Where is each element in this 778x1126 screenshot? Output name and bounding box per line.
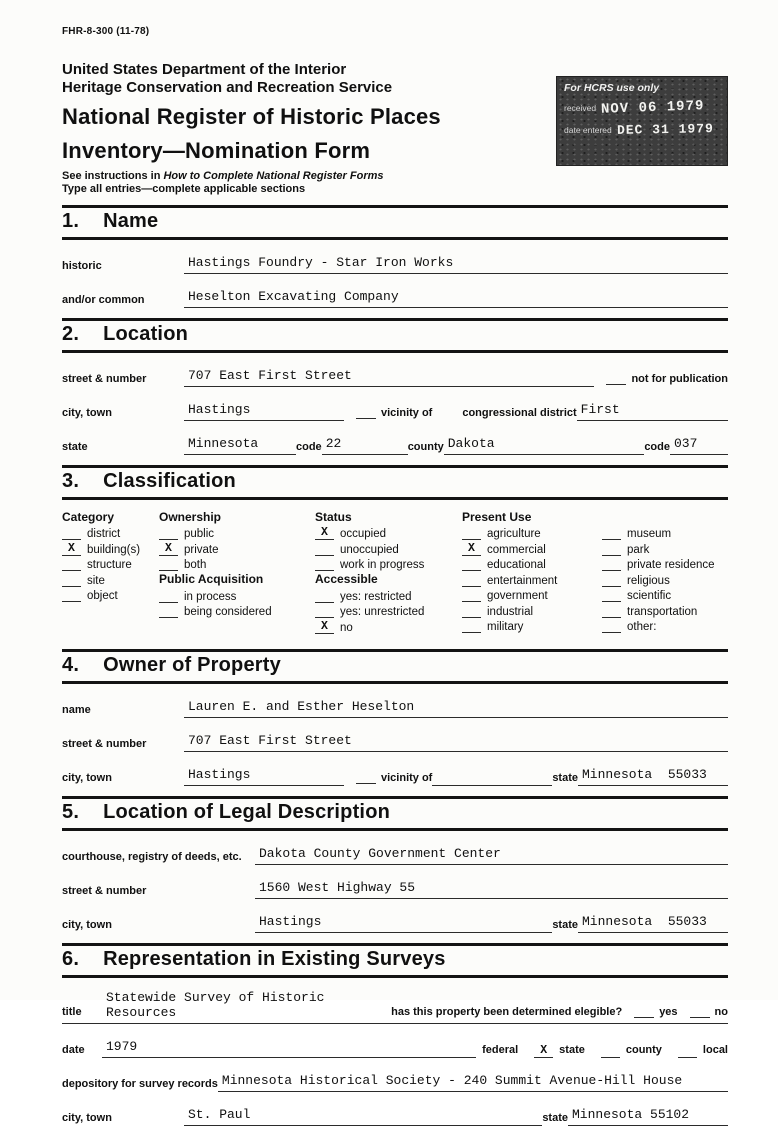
survey-state-value: Minnesota 55102 [568, 1107, 728, 1126]
federal-checkline [457, 1045, 476, 1058]
local-check-label: local [702, 1043, 728, 1056]
checkline [315, 558, 334, 571]
section-5-title: Location of Legal Description [103, 800, 391, 823]
section-5-header [62, 796, 728, 831]
owner-vicinity-blank [356, 771, 376, 784]
vicinity-blank [356, 406, 376, 419]
owner-street-value: 707 East First Street [184, 733, 728, 752]
field-legal-city [62, 914, 728, 933]
section-2-title: Location [103, 322, 189, 345]
document-title-line-2: Inventory—Nomination Form [62, 138, 371, 163]
check-item-both: both [159, 557, 315, 572]
section-1-title: Name [103, 209, 159, 232]
field-common-name [62, 289, 728, 308]
field-street-number [62, 368, 728, 387]
legal-state-label: state [552, 918, 578, 931]
checkline [62, 589, 81, 602]
depository-label: depository for survey records [62, 1077, 218, 1090]
local-checkline [678, 1045, 697, 1058]
classification-status-column [315, 510, 462, 635]
classification-category-column [62, 510, 159, 635]
check-item-object: object [62, 588, 159, 603]
not-for-publication-blank [606, 372, 626, 385]
section-1-header [62, 205, 728, 240]
section-6-number: 6. [62, 947, 80, 970]
present-use-left-column [462, 526, 602, 635]
check-item-district: district [62, 526, 159, 541]
section-1-number: 1. [62, 209, 80, 232]
check-item-private: X private [159, 541, 315, 556]
state-label: state [62, 440, 88, 453]
courthouse-label: courthouse, registry of deeds, etc. [62, 850, 242, 863]
check-item-commercial: X commercial [462, 541, 602, 556]
check-item-private-residence: private residence [602, 557, 728, 572]
check-item-scientific: scientific [602, 588, 728, 603]
congressional-district-label: congressional district [462, 406, 577, 419]
accessible-header: Accessible [315, 572, 378, 587]
check-item-entertainment: entertainment [462, 572, 602, 587]
field-survey-title [62, 990, 728, 1024]
checkline [602, 574, 621, 587]
instructions-prefix: See instructions in [62, 169, 164, 182]
eligible-yes-label: yes [659, 1005, 678, 1018]
checkline [62, 574, 81, 587]
checkline [462, 620, 481, 633]
legal-city-value: Hastings [255, 914, 552, 933]
field-survey-date [62, 1039, 728, 1058]
ownership-header: Ownership [159, 509, 222, 524]
section-2-number: 2. [62, 322, 80, 345]
stamp-received-date: NOV 06 1979 [600, 98, 705, 118]
street-value: 707 East First Street [184, 368, 594, 387]
legal-state-value: Minnesota 55033 [578, 914, 728, 933]
owner-city-label: city, town [62, 771, 112, 784]
section-4-number: 4. [62, 653, 80, 676]
field-state-county [62, 436, 728, 455]
check-item-being-considered: being considered [159, 604, 315, 619]
checkline [462, 605, 481, 618]
checkline: X [62, 543, 81, 556]
check-item-military: military [462, 619, 602, 634]
check-item-industrial: industrial [462, 603, 602, 618]
classification-ownership-column [159, 510, 315, 635]
checkline: X [462, 543, 481, 556]
county-label: county [407, 440, 444, 453]
check-item-public: public [159, 526, 315, 541]
common-value: Heselton Excavating Company [184, 289, 728, 308]
code2-label: code [644, 440, 670, 453]
section-6-header [62, 943, 728, 978]
check-item-buildings: X building(s) [62, 541, 159, 556]
checkline [315, 543, 334, 556]
eligible-no-blank [690, 1005, 710, 1018]
check-item-religious: religious [602, 572, 728, 587]
check-item-yes-unrestricted: yes: unrestricted [315, 604, 462, 619]
legal-city-label: city, town [62, 918, 112, 931]
check-item-park: park [602, 541, 728, 556]
classification-grid [62, 510, 728, 635]
checkline: X [315, 621, 334, 634]
checkline: X [159, 543, 178, 556]
legal-street-value: 1560 West Highway 55 [255, 880, 728, 899]
field-legal-street [62, 880, 728, 899]
field-courthouse [62, 846, 728, 865]
section-2-header [62, 318, 728, 353]
vicinity-label: vicinity of [381, 406, 433, 419]
section-4-header [62, 649, 728, 684]
checkline [62, 527, 81, 540]
not-for-publication-label: not for publication [631, 372, 728, 385]
depository-value: Minnesota Historical Society - 240 Summit Avenue-Hill House [218, 1073, 728, 1092]
historic-value: Hastings Foundry - Star Iron Works [184, 255, 728, 274]
owner-name-label: name [62, 703, 91, 716]
city-value: Hastings [184, 402, 344, 421]
city-label: city, town [62, 406, 112, 419]
classification-present-use-column [462, 510, 728, 635]
checkline [159, 590, 178, 603]
owner-state-value: Minnesota 55033 [578, 767, 728, 786]
state-check-label: state [559, 1043, 585, 1056]
check-item-structure: structure [62, 557, 159, 572]
form-number: FHR-8-300 (11-78) [62, 26, 150, 37]
section-3-title: Classification [103, 469, 236, 492]
field-city-town [62, 402, 728, 421]
check-item-unoccupied: unoccupied [315, 541, 462, 556]
county-check-label: county [625, 1043, 662, 1056]
instructions-line-2: Type all entries—complete applicable sections [62, 182, 306, 195]
checkline [602, 558, 621, 571]
eligible-yes-blank [634, 1005, 654, 1018]
field-owner-street [62, 733, 728, 752]
check-item-other: other: [602, 619, 728, 634]
survey-city-label: city, town [62, 1111, 112, 1124]
check-item-educational: educational [462, 557, 602, 572]
section-4-title: Owner of Property [103, 653, 281, 676]
owner-name-value: Lauren E. and Esther Heselton [184, 699, 728, 718]
code2-value: 037 [670, 436, 728, 455]
section-3-number: 3. [62, 469, 80, 492]
survey-state-label: state [542, 1111, 568, 1124]
state-value: Minnesota [184, 436, 296, 455]
eligible-question-group [372, 1005, 728, 1020]
survey-title-value: Statewide Survey of Historic Resources [106, 989, 325, 1020]
stamp-entered-date: DEC 31 1979 [616, 121, 714, 138]
checkline [602, 543, 621, 556]
section-3-header [62, 465, 728, 500]
code-value: 22 [322, 436, 408, 455]
courthouse-value: Dakota County Government Center [255, 846, 728, 865]
document-title-line-1: National Register of Historic Places [62, 104, 441, 130]
check-item-in-process: in process [159, 588, 315, 603]
agency-line-1: United States Department of the Interior [62, 61, 347, 78]
status-header: Status [315, 509, 352, 524]
checkline [315, 605, 334, 618]
check-item-no: X no [315, 619, 462, 634]
checkline [602, 527, 621, 540]
checkline [602, 620, 621, 633]
code-label: code [296, 440, 322, 453]
checkline [62, 558, 81, 571]
owner-vicinity-label: vicinity of [381, 771, 433, 784]
checkline [462, 558, 481, 571]
field-depository [62, 1073, 728, 1092]
stamp-received-label: received [564, 103, 597, 113]
common-label: and/or common [62, 293, 145, 306]
state-checkline: X [534, 1045, 553, 1058]
federal-label: federal [482, 1043, 519, 1056]
public-acquisition-header: Public Acquisition [159, 572, 264, 587]
check-item-museum: museum [602, 526, 728, 541]
owner-street-label: street & number [62, 737, 147, 750]
category-header: Category [62, 509, 115, 524]
section-5-number: 5. [62, 800, 80, 823]
checkline [315, 590, 334, 603]
historic-label: historic [62, 259, 102, 272]
eligible-no-label: no [714, 1005, 728, 1018]
owner-state-label: state [552, 771, 578, 784]
county-checkline [601, 1045, 620, 1058]
checkline [462, 589, 481, 602]
field-survey-city [62, 1107, 728, 1126]
agency-line-2: Heritage Conservation and Recreation Service [62, 78, 393, 96]
check-item-occupied: X occupied [315, 526, 462, 541]
checkline [602, 605, 621, 618]
survey-date-label: date [62, 1043, 85, 1056]
county-value: Dakota [444, 436, 645, 455]
checkline [159, 527, 178, 540]
owner-city-value: Hastings [184, 767, 344, 786]
check-item-agriculture: agriculture [462, 526, 602, 541]
check-item-yes-restricted: yes: restricted [315, 588, 462, 603]
checkline: X [315, 527, 334, 540]
eligible-question: has this property been determined elegible? [391, 1005, 623, 1018]
field-owner-city [62, 767, 728, 786]
checkline [159, 558, 178, 571]
street-label: street & number [62, 372, 147, 385]
check-item-government: government [462, 588, 602, 603]
present-use-right-column [602, 526, 728, 635]
survey-city-value: St. Paul [184, 1107, 542, 1126]
survey-title-label: title [62, 1005, 82, 1018]
checkline [462, 527, 481, 540]
instructions-manual-title: How to Complete National Register Forms [163, 169, 384, 182]
instructions-line-1 [62, 170, 728, 182]
legal-street-label: street & number [62, 884, 147, 897]
check-item-transportation: transportation [602, 603, 728, 618]
present-use-header: Present Use [462, 509, 532, 524]
stamp-entered-label: date entered [564, 124, 612, 135]
checkline [159, 605, 178, 618]
section-6-title: Representation in Existing Surveys [103, 947, 446, 970]
survey-date-value: 1979 [102, 1039, 172, 1058]
field-historic-name [62, 255, 728, 274]
checkline [602, 589, 621, 602]
congressional-district-value: First [577, 402, 728, 421]
stamp-header: For HCRS use only [564, 82, 660, 94]
checkline [462, 574, 481, 587]
hcrs-stamp-box [556, 76, 728, 166]
check-item-work-in-progress: work in progress [315, 557, 462, 572]
check-item-site: site [62, 572, 159, 587]
field-owner-name [62, 699, 728, 718]
